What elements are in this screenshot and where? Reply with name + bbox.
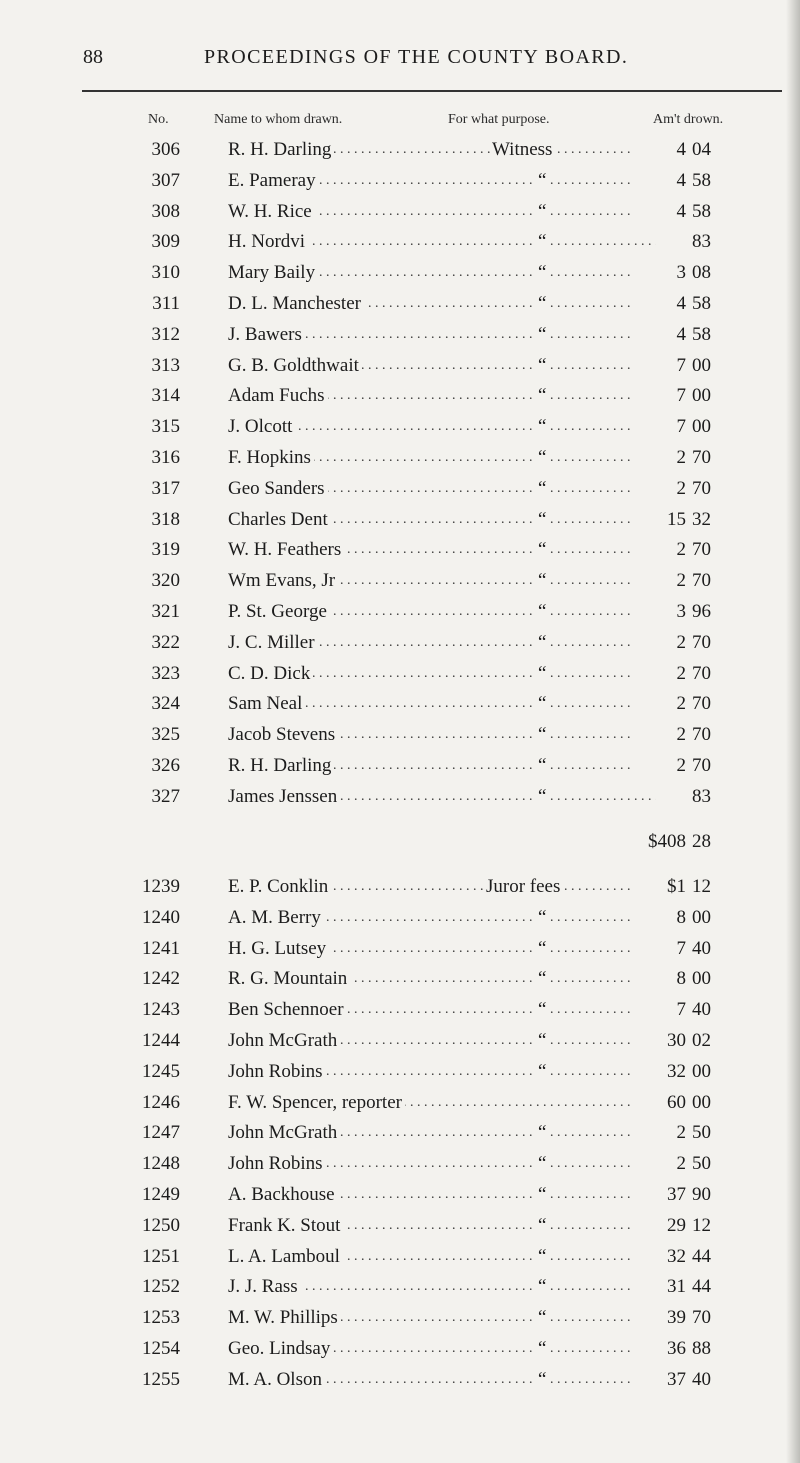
entry-number: 1244 xyxy=(142,1030,180,1051)
amount-cents: 44 xyxy=(692,1276,711,1298)
amount-dollars: 7 xyxy=(630,352,686,380)
payee-name: John McGrath xyxy=(228,1027,340,1055)
amount-cents: 70 xyxy=(692,693,711,715)
payee-name: E. P. Conklin xyxy=(228,873,331,901)
payee-name: A. M. Berry xyxy=(228,904,324,932)
amount-cents: 00 xyxy=(692,416,711,438)
ledger-row xyxy=(0,1089,800,1117)
amount-cents: 70 xyxy=(692,447,711,468)
amount-dollars: 36 xyxy=(630,1335,686,1363)
amount-cents: 12 xyxy=(692,1214,711,1236)
purpose: “ xyxy=(536,721,549,749)
column-header-name: Name to whom drawn. xyxy=(214,112,343,127)
purpose: “ xyxy=(536,629,549,657)
ledger-row xyxy=(0,598,800,626)
amount-cents: 90 xyxy=(692,1184,711,1205)
ledger-row xyxy=(0,1366,800,1394)
payee-name: Charles Dent xyxy=(228,506,331,534)
payee-name: H. G. Lutsey xyxy=(228,935,329,963)
purpose: “ xyxy=(536,660,549,688)
amount-dollars: 2 xyxy=(630,567,686,595)
amount-dollars: 32 xyxy=(630,1243,686,1271)
purpose: “ xyxy=(536,321,549,349)
entry-number: 1242 xyxy=(142,968,180,990)
amount-dollars: 7 xyxy=(630,413,686,441)
amount-cents: 40 xyxy=(692,937,711,959)
payee-name: R. G. Mountain xyxy=(228,965,350,993)
ledger-row xyxy=(0,536,800,564)
payee-name: F. Hopkins xyxy=(228,444,314,472)
ledger-row xyxy=(0,382,800,410)
purpose: “ xyxy=(536,1304,549,1332)
ledger-row xyxy=(0,413,800,441)
payee-name: J. Olcott xyxy=(228,413,295,441)
purpose: “ xyxy=(536,752,549,780)
purpose: “ xyxy=(536,935,549,963)
purpose: “ xyxy=(536,413,549,441)
ledger-row xyxy=(0,904,800,932)
entry-number: 1248 xyxy=(142,1153,180,1175)
amount-cents: 00 xyxy=(692,1060,711,1082)
amount-dollars: 7 xyxy=(630,996,686,1024)
purpose: “ xyxy=(536,1335,549,1363)
entry-number: 312 xyxy=(151,323,180,345)
ledger-row xyxy=(0,996,800,1024)
ledger-row xyxy=(0,1304,800,1332)
purpose: “ xyxy=(536,690,549,718)
purpose: “ xyxy=(536,1366,549,1394)
amount-dollars: 2 xyxy=(630,1119,686,1147)
entry-number: 1251 xyxy=(142,1245,180,1267)
amount-dollars: 4 xyxy=(630,136,686,164)
ledger-row xyxy=(0,660,800,688)
ledger-row xyxy=(0,1058,800,1086)
payee-name: P. St. George xyxy=(228,598,330,626)
payee-name: John McGrath xyxy=(228,1119,340,1147)
ledger-row xyxy=(0,259,800,287)
purpose: “ xyxy=(536,352,549,380)
amount-cents: 70 xyxy=(692,477,711,499)
payee-name: J. C. Miller xyxy=(228,629,318,657)
entry-number: 1240 xyxy=(142,906,180,928)
ledger-row xyxy=(0,1212,800,1240)
payee-name: W. H. Rice xyxy=(228,198,315,226)
amount-dollars: 4 xyxy=(630,167,686,195)
entry-number: 319 xyxy=(151,539,180,561)
payee-name: J. J. Rass xyxy=(228,1273,301,1301)
amount-dollars: 2 xyxy=(630,721,686,749)
amount-dollars: 4 xyxy=(630,198,686,226)
amount-dollars: 8 xyxy=(630,904,686,932)
amount-cents: 00 xyxy=(692,354,711,376)
purpose: “ xyxy=(536,382,549,410)
ledger-row xyxy=(0,136,800,164)
amount-dollars: 2 xyxy=(630,629,686,657)
entry-number: 1239 xyxy=(142,876,180,897)
ledger-row xyxy=(0,352,800,380)
purpose: “ xyxy=(536,783,549,811)
amount-cents: 32 xyxy=(692,508,711,530)
payee-name: Sam Neal xyxy=(228,690,305,718)
entry-number: 311 xyxy=(152,293,180,314)
payee-name: A. Backhouse xyxy=(228,1181,338,1209)
ledger-row xyxy=(0,198,800,226)
ledger-row xyxy=(0,567,800,595)
amount-dollars: 2 xyxy=(630,536,686,564)
entry-number: 310 xyxy=(151,262,180,284)
entry-number: 315 xyxy=(151,416,180,438)
amount-dollars: 37 xyxy=(630,1366,686,1394)
purpose: “ xyxy=(536,167,549,195)
ledger-row xyxy=(0,228,800,256)
amount-cents: 96 xyxy=(692,601,711,622)
amount-dollars: 31 xyxy=(630,1273,686,1301)
payee-name: M. A. Olson xyxy=(228,1366,325,1394)
ledger-row xyxy=(0,783,800,811)
amount-cents: 70 xyxy=(692,539,711,561)
payee-name: John Robins xyxy=(228,1058,326,1086)
purpose: “ xyxy=(536,290,549,318)
purpose: “ xyxy=(536,536,549,564)
payee-name: Geo. Lindsay xyxy=(228,1335,333,1363)
total-dollars: $408 xyxy=(648,831,686,852)
purpose: “ xyxy=(536,1273,549,1301)
amount-cents: 50 xyxy=(692,1122,711,1144)
purpose: “ xyxy=(536,475,549,503)
amount-cents: 83 xyxy=(692,231,711,253)
payee-name: Wm Evans, Jr xyxy=(228,567,338,595)
payee-name: H. Nordvi xyxy=(228,228,308,256)
ledger-row xyxy=(0,506,800,534)
purpose: “ xyxy=(536,1058,549,1086)
ledger-row xyxy=(0,1335,800,1363)
payee-name: Frank K. Stout xyxy=(228,1212,343,1240)
purpose: “ xyxy=(536,1243,549,1271)
ledger-row xyxy=(0,965,800,993)
column-header-purpose: For what purpose. xyxy=(448,112,550,127)
entry-number: 308 xyxy=(151,200,180,222)
page-title: PROCEEDINGS OF THE COUNTY BOARD. xyxy=(204,46,629,68)
amount-cents: 58 xyxy=(692,293,711,314)
entry-number: 306 xyxy=(151,139,180,160)
ledger-row xyxy=(0,444,800,472)
amount-dollars: 4 xyxy=(630,321,686,349)
amount-dollars: 8 xyxy=(630,965,686,993)
payee-name: John Robins xyxy=(228,1150,326,1178)
purpose: “ xyxy=(536,259,549,287)
amount-cents: 08 xyxy=(692,262,711,284)
purpose: “ xyxy=(536,598,549,626)
ledger-row xyxy=(0,629,800,657)
ledger-row xyxy=(0,873,800,901)
payee-name: R. H. Darling xyxy=(228,752,334,780)
payee-name: James Jenssen xyxy=(228,783,340,811)
entry-number: 323 xyxy=(151,662,180,684)
entry-number: 318 xyxy=(151,508,180,530)
ledger-row xyxy=(0,290,800,318)
payee-name: R. H. Darling xyxy=(228,136,334,164)
entry-number: 1241 xyxy=(142,937,180,959)
purpose: “ xyxy=(536,1181,549,1209)
amount-cents: 70 xyxy=(692,631,711,653)
amount-cents: 88 xyxy=(692,1338,711,1359)
purpose: “ xyxy=(536,567,549,595)
purpose: “ xyxy=(536,444,549,472)
entry-number: 317 xyxy=(151,477,180,499)
payee-name: C. D. Dick xyxy=(228,660,313,688)
amount-dollars: 2 xyxy=(630,475,686,503)
payee-name: J. Bawers xyxy=(228,321,305,349)
purpose: “ xyxy=(536,904,549,932)
payee-name: Ben Schennoer xyxy=(228,996,347,1024)
amount-dollars: $1 xyxy=(630,873,686,901)
amount-dollars: 39 xyxy=(630,1304,686,1332)
amount-cents: 83 xyxy=(692,785,711,807)
ledger-row xyxy=(0,1150,800,1178)
amount-cents: 70 xyxy=(692,755,711,776)
amount-cents: 12 xyxy=(692,876,711,897)
amount-cents: 02 xyxy=(692,1030,711,1051)
entry-number: 314 xyxy=(151,385,180,407)
amount-dollars: 32 xyxy=(630,1058,686,1086)
entry-number: 1250 xyxy=(142,1214,180,1236)
entry-number: 324 xyxy=(151,693,180,715)
entry-number: 326 xyxy=(151,755,180,776)
entry-number: 1255 xyxy=(142,1368,180,1390)
ledger-row xyxy=(0,1027,800,1055)
amount-dollars: 30 xyxy=(630,1027,686,1055)
section-total-row xyxy=(0,828,800,856)
amount-dollars: 60 xyxy=(630,1089,686,1117)
amount-dollars: 3 xyxy=(630,259,686,287)
amount-dollars: 15 xyxy=(630,506,686,534)
purpose: Witness xyxy=(490,136,555,164)
amount-cents: 58 xyxy=(692,200,711,222)
payee-name: F. W. Spencer, reporter xyxy=(228,1089,405,1117)
purpose: “ xyxy=(536,1027,549,1055)
ledger-row xyxy=(0,475,800,503)
purpose: “ xyxy=(536,1150,549,1178)
ledger-row xyxy=(0,721,800,749)
purpose: “ xyxy=(536,996,549,1024)
payee-name: Geo Sanders xyxy=(228,475,328,503)
payee-name: Adam Fuchs xyxy=(228,382,328,410)
amount-cents: 58 xyxy=(692,169,711,191)
amount-cents: 70 xyxy=(692,662,711,684)
purpose: Juror fees xyxy=(484,873,563,901)
purpose: “ xyxy=(536,198,549,226)
entry-number: 309 xyxy=(151,231,180,253)
amount-cents: 58 xyxy=(692,323,711,345)
amount-cents: 44 xyxy=(692,1245,711,1267)
payee-name: G. B. Goldthwait xyxy=(228,352,362,380)
amount-cents: 70 xyxy=(692,724,711,746)
entry-number: 322 xyxy=(151,631,180,653)
entry-number: 313 xyxy=(151,354,180,376)
amount-cents: 40 xyxy=(692,1368,711,1390)
ledger-row xyxy=(0,1273,800,1301)
entry-number: 1254 xyxy=(142,1338,180,1359)
amount-dollars: 7 xyxy=(630,382,686,410)
ledger-row xyxy=(0,167,800,195)
payee-name: D. L. Manchester xyxy=(228,290,364,318)
purpose: “ xyxy=(536,1212,549,1240)
entry-number: 1252 xyxy=(142,1276,180,1298)
purpose: “ xyxy=(536,506,549,534)
purpose: “ xyxy=(536,1119,549,1147)
entry-number: 327 xyxy=(151,785,180,807)
amount-dollars: 2 xyxy=(630,444,686,472)
entry-number: 1245 xyxy=(142,1060,180,1082)
payee-name: M. W. Phillips xyxy=(228,1304,341,1332)
entry-number: 307 xyxy=(151,169,180,191)
amount-cents: 40 xyxy=(692,999,711,1021)
entry-number: 1249 xyxy=(142,1184,180,1205)
amount-dollars: 2 xyxy=(630,1150,686,1178)
payee-name: E. Pameray xyxy=(228,167,319,195)
payee-name: Mary Baily xyxy=(228,259,318,287)
amount-cents: 00 xyxy=(692,1091,711,1113)
payee-name: W. H. Feathers xyxy=(228,536,344,564)
amount-cents: 50 xyxy=(692,1153,711,1175)
amount-dollars: 3 xyxy=(630,598,686,626)
entry-number: 1253 xyxy=(142,1307,180,1329)
column-header-no: No. xyxy=(148,112,169,127)
ledger-row xyxy=(0,321,800,349)
amount-dollars: 2 xyxy=(630,752,686,780)
payee-name: L. A. Lamboul xyxy=(228,1243,343,1271)
amount-cents: 70 xyxy=(692,570,711,592)
amount-dollars: 29 xyxy=(630,1212,686,1240)
amount-cents: 70 xyxy=(692,1307,711,1329)
amount-cents: 04 xyxy=(692,139,711,160)
purpose: “ xyxy=(536,228,549,256)
entry-number: 321 xyxy=(151,601,180,622)
purpose: “ xyxy=(536,965,549,993)
amount-dollars: 4 xyxy=(630,290,686,318)
entry-number: 325 xyxy=(151,724,180,746)
ledger-row xyxy=(0,1181,800,1209)
amount-dollars: 2 xyxy=(630,690,686,718)
entry-number: 316 xyxy=(151,447,180,468)
ledger-row xyxy=(0,1243,800,1271)
ledger-row xyxy=(0,752,800,780)
amount-cents: 00 xyxy=(692,906,711,928)
amount-dollars: 7 xyxy=(630,935,686,963)
ledger-row xyxy=(0,935,800,963)
payee-name: Jacob Stevens xyxy=(228,721,338,749)
entry-number: 1246 xyxy=(142,1091,180,1113)
ledger-row xyxy=(0,690,800,718)
column-header-amount: Am't drown. xyxy=(653,112,724,127)
total-cents: 28 xyxy=(692,831,711,852)
amount-cents: 00 xyxy=(692,385,711,407)
amount-dollars: 2 xyxy=(630,660,686,688)
amount-dollars: 37 xyxy=(630,1181,686,1209)
amount-cents: 00 xyxy=(692,968,711,990)
page-number: 88 xyxy=(83,46,103,68)
entry-number: 1247 xyxy=(142,1122,180,1144)
entry-number: 320 xyxy=(151,570,180,592)
ledger-row xyxy=(0,1119,800,1147)
entry-number: 1243 xyxy=(142,999,180,1021)
